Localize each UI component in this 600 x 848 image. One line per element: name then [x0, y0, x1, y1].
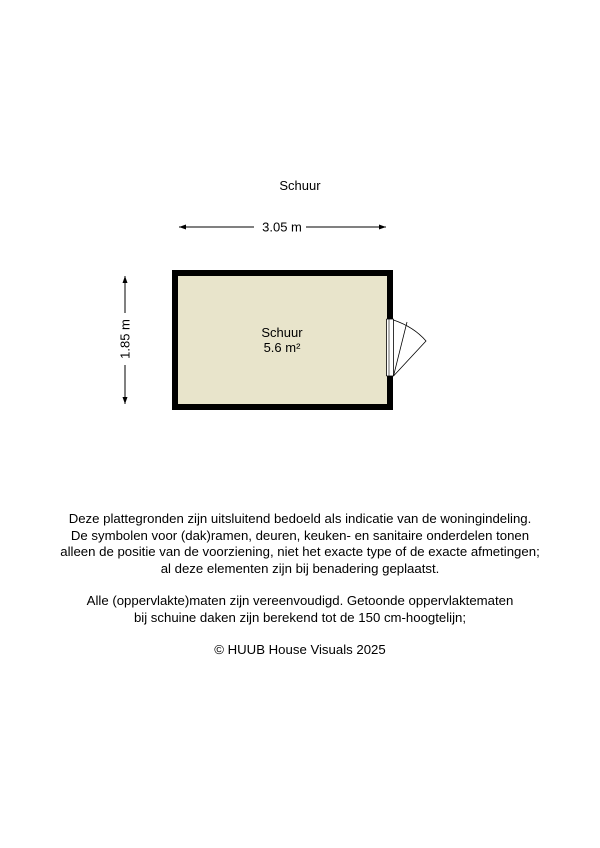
- disclaimer-line: al deze elementen zijn bij benadering geplaatst.: [160, 560, 440, 576]
- door-leaf: [394, 322, 408, 376]
- door-swing-arc: [394, 320, 427, 376]
- disclaimer: [0, 511, 600, 659]
- disclaimer-line: Alle (oppervlakte)maten zijn vereenvoudigd. Getoonde oppervlaktematen: [86, 593, 514, 608]
- height-label: 1.85 m: [117, 319, 133, 359]
- floor-title: Schuur: [279, 178, 321, 193]
- room-area: 5.6 m²: [263, 340, 301, 355]
- door-opening: [387, 319, 394, 376]
- room-schuur: [175, 273, 426, 407]
- disclaimer-line: Deze plattegronden zijn uitsluitend bedoeld als indicatie van de woningindeling.: [68, 511, 532, 526]
- disclaimer-line: De symbolen voor (dak)ramen, deuren, keuken- en sanitaire onderdelen tonen: [70, 527, 530, 543]
- width-label: 3.05 m: [262, 219, 302, 235]
- room-name: Schuur: [261, 325, 303, 340]
- height-dimension: [118, 276, 133, 404]
- width-dimension: [179, 220, 386, 235]
- disclaimer-line: bij schuine daken zijn berekend tot de 150 cm-hoogtelijn;: [133, 609, 467, 625]
- copyright-notice: © HUUB House Visuals 2025: [214, 642, 386, 657]
- disclaimer-line: alleen de positie van de voorziening, niet het exacte type of de exacte afmetingen;: [60, 544, 540, 559]
